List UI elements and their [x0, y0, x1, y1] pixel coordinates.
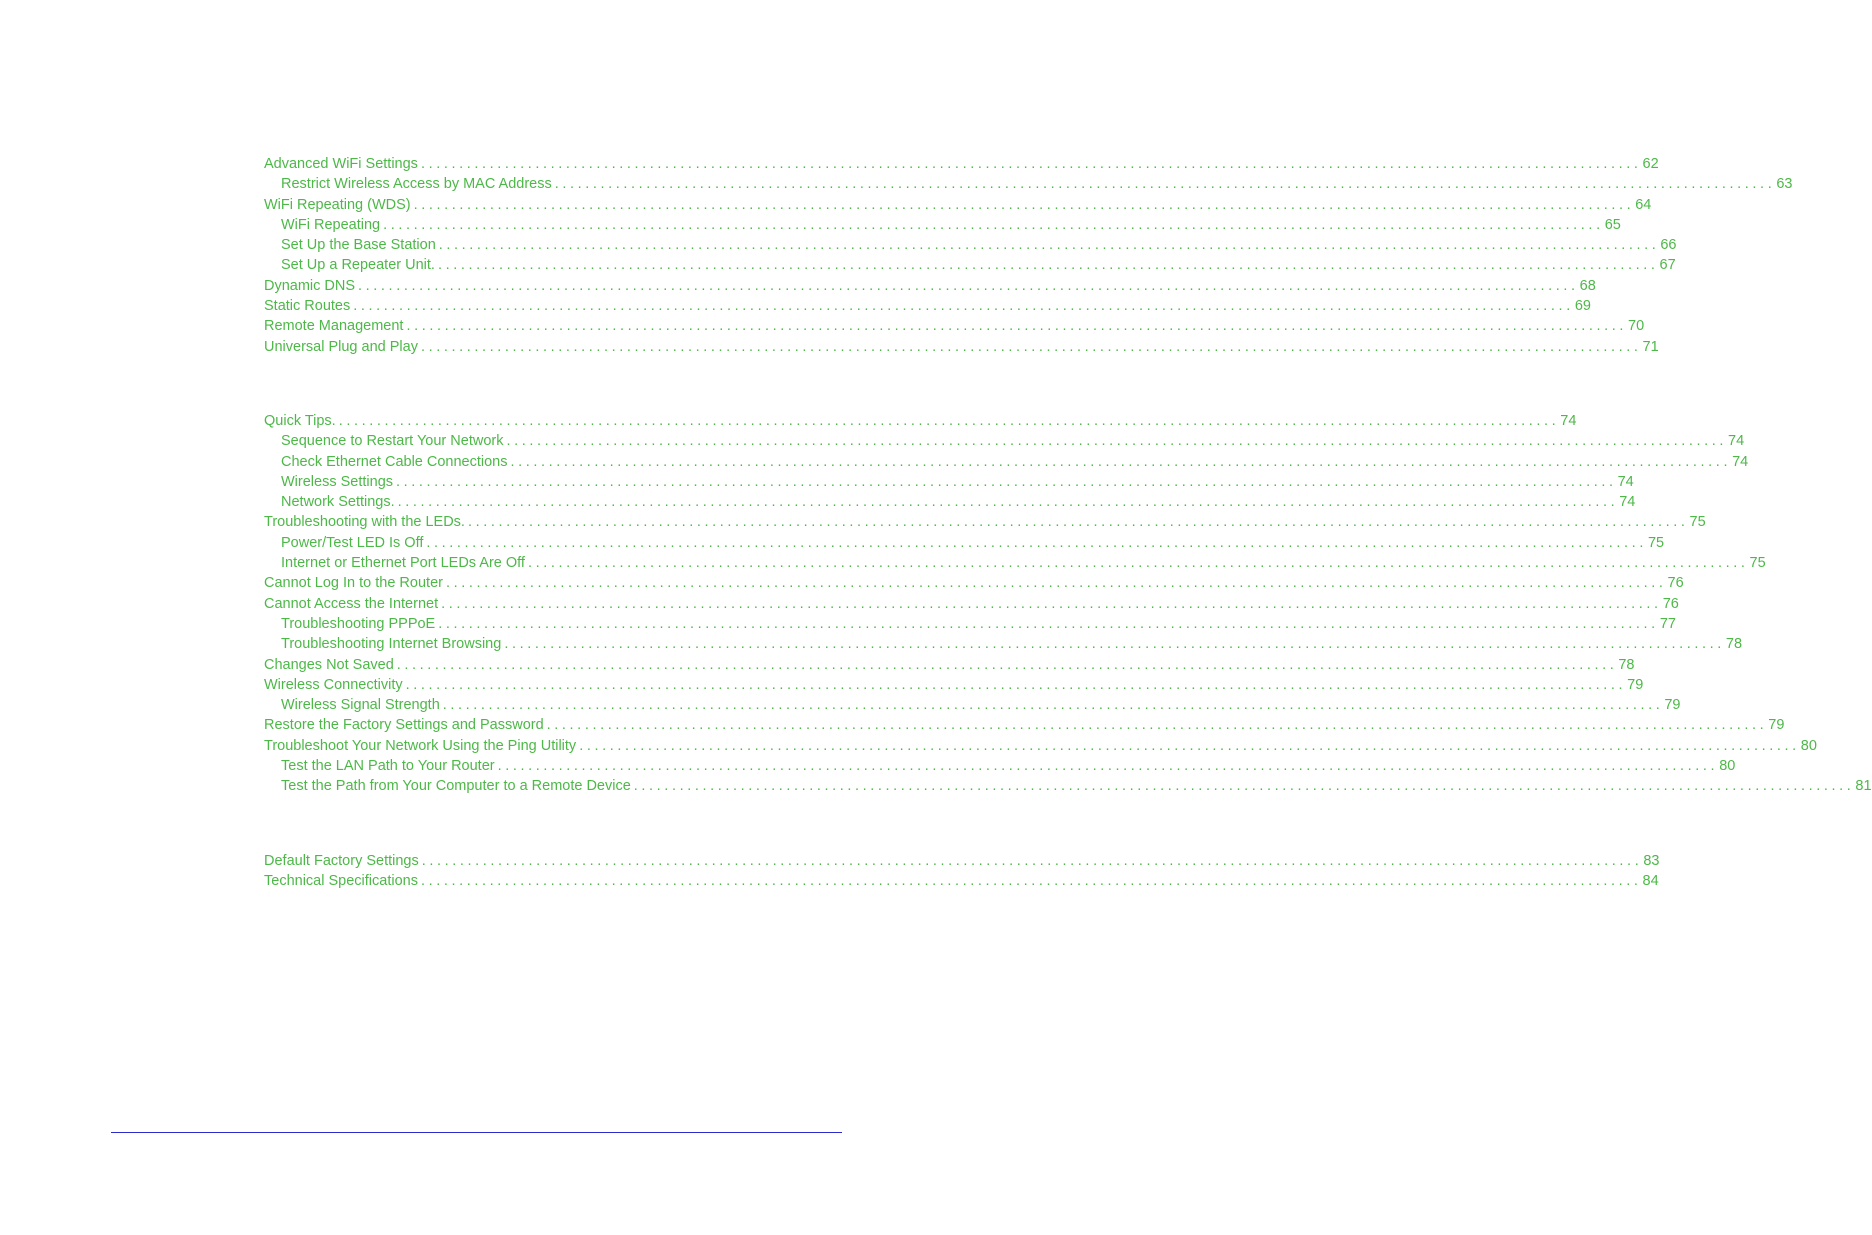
toc-dot-leader: ................................................................................................................................................................	[383, 216, 1604, 233]
toc-entry-link[interactable]	[264, 776, 1872, 796]
toc-entry-page-number: 75	[1749, 555, 1766, 572]
toc-entry-page-number: 76	[1662, 595, 1679, 612]
toc-entry-title: Troubleshooting Internet Browsing	[281, 636, 502, 653]
toc-entry-title: Internet or Ethernet Port LEDs Are Off	[281, 555, 525, 572]
toc-entry-page-number: 77	[1659, 615, 1676, 632]
toc-dot-leader: ................................................................................................................................................................	[396, 656, 1618, 673]
toc-entry-link[interactable]	[264, 851, 1660, 871]
toc-dot-leader: ................................................................................................................................................................	[504, 636, 1725, 653]
toc-entry-page-number: 79	[1627, 676, 1644, 693]
toc-entry-link[interactable]	[264, 655, 1635, 675]
toc-dot-leader: ................................................................................................................................................................	[438, 615, 1659, 632]
toc-entry-page-number: 74	[1560, 413, 1577, 429]
toc-entry-page-number: 80	[1800, 737, 1817, 754]
toc-entry-link[interactable]	[264, 573, 1684, 593]
toc-entry-link[interactable]	[264, 695, 1681, 715]
toc-entry-title: Test the LAN Path to Your Router	[281, 758, 495, 775]
toc-dot-leader: ................................................................................................................................................................	[445, 575, 1667, 592]
toc-entry-link[interactable]	[264, 452, 1749, 472]
toc-entry-page-number: 76	[1667, 575, 1684, 592]
toc-entry-page-number: 74	[1617, 473, 1634, 490]
footer-rule	[111, 1132, 842, 1133]
toc-entry-title: Wireless Signal Strength	[281, 697, 440, 714]
toc-entry-link[interactable]	[264, 255, 1676, 275]
toc-dot-leader: ................................................................................................................................................................	[467, 514, 1689, 531]
toc-dot-leader: ................................................................................................................................................................	[338, 413, 1560, 429]
toc-entry-title: Static Routes	[264, 298, 351, 315]
toc-entry-link[interactable]	[264, 736, 1817, 756]
toc-entry-link[interactable]	[264, 675, 1644, 695]
toc-dot-leader: ................................................................................................................................................................	[397, 494, 1619, 511]
toc-entry-title: Check Ethernet Cable Connections	[281, 453, 508, 470]
toc-entry-link[interactable]	[264, 411, 1577, 431]
toc-entry-title: Set Up a Repeater Unit.	[281, 257, 435, 274]
toc-entry-page-number: 83	[1643, 853, 1660, 869]
toc-entry-page-number: 65	[1604, 216, 1621, 233]
toc-entry-link[interactable]	[264, 614, 1676, 634]
toc-entry-title: Dynamic DNS	[264, 277, 356, 294]
toc-entry-title: Remote Management	[264, 318, 404, 335]
toc-entry-page-number: 80	[1719, 758, 1736, 775]
toc-entry-title: Sequence to Restart Your Network	[281, 433, 504, 450]
toc-entry-title: Troubleshoot Your Network Using the Ping Utility	[264, 737, 577, 754]
toc-entry-link[interactable]	[264, 195, 1652, 215]
toc-dot-leader: ................................................................................................................................................................	[420, 338, 1642, 355]
toc-entry-link[interactable]	[264, 634, 1743, 654]
toc-dot-leader: ................................................................................................................................................................	[413, 196, 1635, 213]
toc-dot-leader: ................................................................................................................................................................	[497, 758, 1719, 775]
toc-entry-page-number: 74	[1732, 453, 1749, 470]
toc-entry-title: Wireless Settings	[281, 473, 394, 490]
toc-dot-leader: ................................................................................................................................................................	[442, 697, 1664, 714]
toc-entry-page-number: 70	[1628, 318, 1645, 335]
toc-entry-link[interactable]	[264, 492, 1636, 512]
toc-dot-leader: ................................................................................................................................................................	[406, 318, 1628, 335]
toc-entry-title: Set Up the Base Station	[281, 237, 436, 254]
toc-entry-link[interactable]	[264, 316, 1645, 336]
toc-entry-page-number: 67	[1659, 257, 1676, 274]
toc-dot-leader: ................................................................................................................................................................	[527, 555, 1749, 572]
toc-entry-link[interactable]	[264, 431, 1745, 451]
toc-entry-title: Changes Not Saved	[264, 656, 394, 673]
toc-entry-title: Test the Path from Your Computer to a Remote Device	[281, 778, 631, 795]
toc-entry-title: Advanced WiFi Settings	[264, 156, 418, 172]
toc-dot-leader: ................................................................................................................................................................	[405, 676, 1627, 693]
toc-entry-page-number: 66	[1660, 237, 1677, 254]
toc-entry-title: Restrict Wireless Access by MAC Address	[281, 176, 552, 193]
toc-section-appendix	[264, 851, 1660, 892]
toc-entry-title: Cannot Access the Internet	[264, 595, 439, 612]
toc-dot-leader: ................................................................................................................................................................	[510, 453, 1732, 470]
toc-dot-leader: ................................................................................................................................................................	[426, 534, 1647, 551]
toc-dot-leader: ................................................................................................................................................................	[421, 853, 1643, 869]
toc-entry-page-number: 69	[1574, 298, 1591, 315]
toc-section-troubleshooting	[264, 411, 1872, 797]
toc-dot-leader: ................................................................................................................................................................	[579, 737, 1800, 754]
toc-entry-link[interactable]	[264, 472, 1634, 492]
toc-section-advanced-settings	[264, 154, 1793, 357]
toc-entry-link[interactable]	[264, 154, 1659, 174]
toc-entry-title: Troubleshooting with the LEDs.	[264, 514, 465, 531]
toc-dot-leader: ................................................................................................................................................................	[420, 873, 1642, 890]
toc-entry-link[interactable]	[264, 276, 1596, 296]
toc-entry-page-number: 75	[1647, 534, 1665, 551]
toc-entry-link[interactable]	[264, 512, 1706, 532]
toc-entry-title: Power/Test LED Is Off	[281, 534, 424, 551]
toc-entry-link[interactable]	[264, 553, 1766, 573]
toc-entry-page-number: 75	[1689, 514, 1706, 531]
toc-entry-title: WiFi Repeating (WDS)	[264, 196, 411, 213]
toc-entry-page-number: 74	[1619, 494, 1636, 511]
toc-dot-leader: ................................................................................................................................................................	[358, 277, 1579, 294]
toc-entry-page-number: 79	[1768, 717, 1785, 734]
toc-dot-leader: ................................................................................................................................................................	[546, 717, 1768, 734]
toc-entry-title: Wireless Connectivity	[264, 676, 403, 693]
toc-entry-title: Restore the Factory Settings and Password	[264, 717, 544, 734]
toc-dot-leader: ................................................................................................................................................................	[437, 257, 1659, 274]
toc-entry-page-number: 63	[1776, 176, 1793, 193]
toc-entry-page-number: 74	[1728, 433, 1745, 450]
toc-dot-leader: ................................................................................................................................................................	[420, 156, 1642, 172]
toc-entry-link[interactable]	[264, 296, 1591, 316]
toc-dot-leader: ................................................................................................................................................................	[441, 595, 1662, 612]
toc-entry-title: Troubleshooting PPPoE	[281, 615, 436, 632]
toc-entry-title: Network Settings.	[281, 494, 395, 511]
toc-entry-page-number: 68	[1579, 277, 1596, 294]
toc-entry-link[interactable]	[264, 337, 1659, 357]
toc-entry-title: Quick Tips.	[264, 413, 336, 429]
toc-entry-title: Cannot Log In to the Router	[264, 575, 443, 592]
toc-entry-page-number: 71	[1642, 338, 1659, 355]
toc-dot-leader: ................................................................................................................................................................	[554, 176, 1776, 193]
toc-entry-page-number: 78	[1725, 636, 1743, 653]
toc-entry-page-number: 84	[1642, 873, 1659, 890]
toc-dot-leader: ................................................................................................................................................................	[633, 778, 1855, 795]
toc-dot-leader: ................................................................................................................................................................	[353, 298, 1574, 315]
toc-entry-link[interactable]	[264, 174, 1793, 194]
toc-entry-title: Technical Specifications	[264, 873, 418, 890]
toc-entry-link[interactable]	[264, 594, 1679, 614]
toc-entry-link[interactable]	[264, 215, 1621, 235]
toc-dot-leader: ................................................................................................................................................................	[506, 433, 1728, 450]
toc-entry-link[interactable]	[264, 871, 1659, 891]
toc-entry-link[interactable]	[264, 235, 1677, 255]
toc-entry-page-number: 79	[1664, 697, 1681, 714]
toc-entry-page-number: 64	[1635, 196, 1652, 213]
toc-entry-page-number: 78	[1618, 656, 1635, 673]
toc-entry-title: Universal Plug and Play	[264, 338, 418, 355]
toc-entry-link[interactable]	[264, 756, 1736, 776]
toc-dot-leader: ................................................................................................................................................................	[396, 473, 1617, 490]
toc-entry-title: Default Factory Settings	[264, 853, 419, 869]
toc-entry-link[interactable]	[264, 533, 1665, 553]
toc-entry-page-number: 81	[1855, 778, 1872, 795]
toc-entry-page-number: 62	[1642, 156, 1659, 172]
toc-entry-title: WiFi Repeating	[281, 216, 381, 233]
toc-entry-link[interactable]	[264, 715, 1785, 735]
toc-dot-leader: ................................................................................................................................................................	[438, 237, 1660, 254]
